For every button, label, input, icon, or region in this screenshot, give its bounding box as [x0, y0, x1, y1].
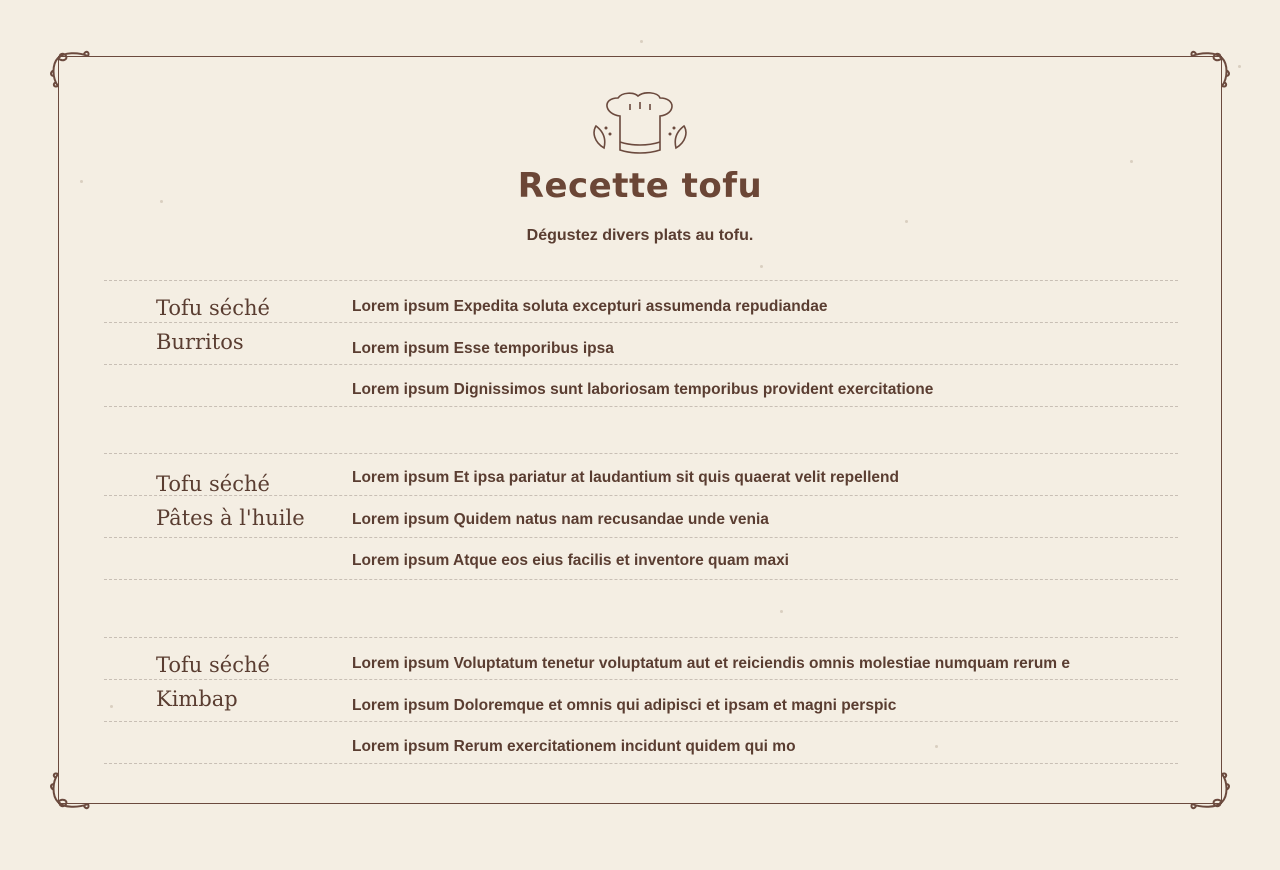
menu-item-description: Lorem ipsum Expedita soluta excepturi assumenda repudiandae [352, 298, 828, 315]
dish-category: Tofu séché [156, 296, 270, 320]
dashed-rule [104, 637, 1178, 638]
flourish-corner-icon [48, 46, 96, 94]
dashed-rule [104, 453, 1178, 454]
dish-category: Tofu séché [156, 472, 270, 496]
menu-item-description: Lorem ipsum Quidem natus nam recusandae unde venia [352, 511, 769, 528]
flourish-corner-icon [1184, 766, 1232, 814]
menu-item-description: Lorem ipsum Dignissimos sunt laboriosam temporibus provident exercitatione [352, 381, 934, 398]
chef-hat-icon [586, 92, 694, 158]
paper-speck [640, 40, 643, 43]
dish-name: Kimbap [156, 687, 238, 711]
dashed-rule [104, 406, 1178, 407]
dashed-rule [104, 763, 1178, 764]
menu-item-description: Lorem ipsum Rerum exercitationem incidunt quidem qui mo [352, 738, 796, 755]
dashed-rule [104, 579, 1178, 580]
page-subtitle: Dégustez divers plats au tofu. [526, 227, 754, 244]
dashed-rule [104, 280, 1178, 281]
dashed-rule [104, 364, 1178, 365]
dish-category: Tofu séché [156, 653, 270, 677]
dashed-rule [104, 537, 1178, 538]
dish-name: Burritos [156, 330, 244, 354]
menu-item-description: Lorem ipsum Esse temporibus ipsa [352, 340, 614, 357]
flourish-corner-icon [48, 766, 96, 814]
menu-item-description: Lorem ipsum Et ipsa pariatur at laudantium sit quis quaerat velit repellend [352, 469, 899, 486]
flourish-corner-icon [1184, 46, 1232, 94]
menu-item-description: Lorem ipsum Voluptatum tenetur voluptatum aut et reiciendis omnis molestiae numquam rerum e [352, 655, 1071, 672]
dashed-rule [104, 721, 1178, 722]
menu-item-description: Lorem ipsum Doloremque et omnis qui adipisci et ipsam et magni perspic [352, 697, 897, 714]
page-title: Recette tofu [517, 166, 763, 206]
menu-item-description: Lorem ipsum Atque eos eius facilis et inventore quam maxi [352, 552, 789, 569]
paper-speck [1238, 65, 1241, 68]
dish-name: Pâtes à l'huile [156, 506, 305, 530]
